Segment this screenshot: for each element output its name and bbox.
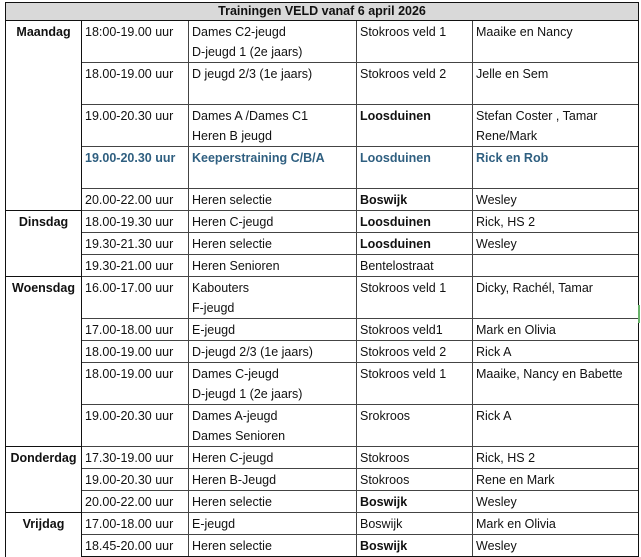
location-cell[interactable] bbox=[357, 363, 473, 405]
group-text: Heren selectie bbox=[192, 539, 272, 553]
trainer-cell[interactable] bbox=[473, 277, 639, 319]
location-cell[interactable] bbox=[357, 277, 473, 319]
table-row bbox=[6, 105, 639, 147]
group-cell[interactable] bbox=[189, 189, 357, 211]
trainer-text: Jelle en Sem bbox=[476, 67, 549, 81]
time-text: 17.30-19.00 uur bbox=[85, 451, 174, 465]
group-text: Heren B jeugd bbox=[192, 129, 272, 143]
time-text: 17.00-18.00 uur bbox=[85, 323, 174, 337]
location-text: Boswijk bbox=[360, 539, 408, 553]
group-cell[interactable] bbox=[189, 63, 357, 105]
time-text: 16.00-17.00 uur bbox=[85, 281, 174, 295]
trainer-cell[interactable] bbox=[473, 319, 639, 341]
group-cell[interactable] bbox=[189, 341, 357, 363]
time-cell[interactable] bbox=[82, 147, 189, 189]
trainer-cell[interactable] bbox=[473, 491, 639, 513]
table-row bbox=[6, 63, 639, 105]
time-text bbox=[85, 84, 185, 104]
trainer-cell[interactable] bbox=[473, 363, 639, 405]
table-title: Trainingen VELD vanaf 6 april 2026 bbox=[6, 3, 639, 21]
group-cell[interactable] bbox=[189, 319, 357, 341]
time-cell[interactable] bbox=[82, 535, 189, 557]
trainer-cell[interactable] bbox=[473, 341, 639, 363]
group-text: Heren selectie bbox=[192, 193, 272, 207]
time-cell[interactable] bbox=[82, 63, 189, 105]
trainer-text: Rick en Rob bbox=[476, 151, 549, 165]
location-text: Loosduinen bbox=[360, 237, 431, 251]
title-row bbox=[6, 3, 639, 21]
time-text bbox=[85, 298, 185, 318]
group-cell[interactable] bbox=[189, 405, 357, 447]
time-cell[interactable] bbox=[82, 491, 189, 513]
location-cell[interactable] bbox=[357, 405, 473, 447]
trainer-cell[interactable] bbox=[473, 211, 639, 233]
trainer-cell[interactable] bbox=[473, 405, 639, 447]
group-text: Heren C-jeugd bbox=[192, 215, 274, 229]
trainer-text: Wesley bbox=[476, 193, 517, 207]
group-text: Heren C-jeugd bbox=[192, 451, 274, 465]
location-text: Loosduinen bbox=[360, 215, 431, 229]
schedule-sheet bbox=[5, 2, 638, 557]
location-cell[interactable] bbox=[357, 341, 473, 363]
trainer-cell[interactable] bbox=[473, 513, 639, 535]
time-text: 18:00-19.00 uur bbox=[85, 25, 174, 39]
group-text: D jeugd 2/3 (1e jaars) bbox=[192, 67, 313, 81]
trainer-text: Mark en Olivia bbox=[476, 517, 556, 531]
trainer-cell[interactable] bbox=[473, 21, 639, 63]
time-cell[interactable] bbox=[82, 319, 189, 341]
location-text: Srokroos bbox=[360, 409, 411, 423]
group-text: E-jeugd bbox=[192, 323, 236, 337]
day-cell[interactable]: Dinsdag bbox=[6, 211, 82, 277]
group-text: Keeperstraining C/B/A bbox=[192, 151, 325, 165]
trainer-text bbox=[476, 256, 635, 276]
table-row bbox=[6, 211, 639, 233]
trainer-text: Dicky, Rachél, Tamar bbox=[476, 281, 593, 295]
trainer-text: Rick, HS 2 bbox=[476, 451, 536, 465]
table-row bbox=[6, 147, 639, 189]
table-row bbox=[6, 491, 639, 513]
trainer-text: Rick, HS 2 bbox=[476, 215, 536, 229]
time-cell[interactable] bbox=[82, 405, 189, 447]
time-cell[interactable] bbox=[82, 255, 189, 277]
time-text: 19.00-20.30 uur bbox=[85, 151, 176, 165]
time-text bbox=[85, 426, 185, 446]
location-cell[interactable] bbox=[357, 513, 473, 535]
time-text: 19.30-21.00 uur bbox=[85, 259, 174, 273]
trainer-text: Rick A bbox=[476, 345, 512, 359]
trainer-cell[interactable] bbox=[473, 255, 639, 277]
time-cell[interactable] bbox=[82, 105, 189, 147]
location-text: Boswijk bbox=[360, 517, 403, 531]
table-row bbox=[6, 405, 639, 447]
trainer-cell[interactable] bbox=[473, 233, 639, 255]
time-text bbox=[85, 126, 185, 146]
location-cell[interactable] bbox=[357, 147, 473, 189]
location-text: Stokroos veld 1 bbox=[360, 25, 447, 39]
day-cell[interactable]: Maandag bbox=[6, 21, 82, 211]
time-cell[interactable] bbox=[82, 233, 189, 255]
table-row bbox=[6, 21, 639, 63]
table-row bbox=[6, 233, 639, 255]
group-text: D-jeugd 1 (2e jaars) bbox=[192, 45, 303, 59]
group-text: D-jeugd 2/3 (1e jaars) bbox=[192, 345, 313, 359]
time-cell[interactable] bbox=[82, 469, 189, 491]
trainer-cell[interactable] bbox=[473, 447, 639, 469]
location-cell[interactable] bbox=[357, 535, 473, 557]
group-text: Heren selectie bbox=[192, 495, 272, 509]
trainer-text: Maaike, Nancy en Babette bbox=[476, 367, 623, 381]
group-cell[interactable] bbox=[189, 535, 357, 557]
location-cell[interactable] bbox=[357, 491, 473, 513]
location-text: Stokroos bbox=[360, 473, 410, 487]
time-text: 18.00-19.00 uur bbox=[85, 345, 174, 359]
day-cell[interactable]: Donderdag bbox=[6, 447, 82, 513]
table-row bbox=[6, 447, 639, 469]
location-cell[interactable] bbox=[357, 255, 473, 277]
group-text: Dames A /Dames C1 bbox=[192, 109, 309, 123]
trainer-text: Rene en Mark bbox=[476, 473, 555, 487]
time-text bbox=[85, 42, 185, 62]
table-row bbox=[6, 469, 639, 491]
time-text bbox=[85, 168, 185, 188]
table-row bbox=[6, 277, 639, 319]
cell-selection-edge bbox=[638, 305, 640, 323]
time-cell[interactable] bbox=[82, 277, 189, 319]
time-text: 20.00-22.00 uur bbox=[85, 495, 174, 509]
trainer-cell[interactable] bbox=[473, 469, 639, 491]
location-text: Stokroos veld 1 bbox=[360, 281, 447, 295]
group-text: F-jeugd bbox=[192, 301, 235, 315]
day-cell[interactable]: Woensdag bbox=[6, 277, 82, 447]
time-cell[interactable] bbox=[82, 211, 189, 233]
location-text: Boswijk bbox=[360, 193, 408, 207]
group-text: Heren B-Jeugd bbox=[192, 473, 277, 487]
table-row bbox=[6, 535, 639, 557]
group-text: Dames C-jeugd bbox=[192, 367, 279, 381]
group-cell[interactable] bbox=[189, 147, 357, 189]
trainer-cell[interactable] bbox=[473, 535, 639, 557]
group-cell[interactable] bbox=[189, 491, 357, 513]
location-text: Bentelostraat bbox=[360, 259, 434, 273]
location-cell[interactable] bbox=[357, 469, 473, 491]
trainer-text: Wesley bbox=[476, 237, 517, 251]
time-text: 19.00-20.30 uur bbox=[85, 409, 174, 423]
group-cell[interactable] bbox=[189, 255, 357, 277]
table-row bbox=[6, 363, 639, 405]
trainer-cell[interactable] bbox=[473, 147, 639, 189]
group-cell[interactable] bbox=[189, 277, 357, 319]
group-cell[interactable] bbox=[189, 469, 357, 491]
trainer-text: Maaike en Nancy bbox=[476, 25, 573, 39]
trainer-text: Rick A bbox=[476, 409, 512, 423]
location-text: Stokroos bbox=[360, 451, 410, 465]
time-cell[interactable] bbox=[82, 363, 189, 405]
trainer-text: Mark en Olivia bbox=[476, 323, 556, 337]
group-cell[interactable] bbox=[189, 211, 357, 233]
group-text: Heren selectie bbox=[192, 237, 272, 251]
time-cell[interactable] bbox=[82, 513, 189, 535]
table-row bbox=[6, 189, 639, 211]
location-cell[interactable] bbox=[357, 233, 473, 255]
group-text: Kabouters bbox=[192, 281, 249, 295]
time-cell[interactable] bbox=[82, 341, 189, 363]
group-text bbox=[192, 168, 353, 188]
location-text: Loosduinen bbox=[360, 151, 431, 165]
time-text: 19.00-20.30 uur bbox=[85, 473, 174, 487]
trainer-cell[interactable] bbox=[473, 63, 639, 105]
group-text: Dames C2-jeugd bbox=[192, 25, 286, 39]
location-cell[interactable] bbox=[357, 189, 473, 211]
group-cell[interactable] bbox=[189, 105, 357, 147]
location-text: Boswijk bbox=[360, 495, 408, 509]
time-text: 20.00-22.00 uur bbox=[85, 193, 174, 207]
table-row bbox=[6, 513, 639, 535]
location-cell[interactable] bbox=[357, 211, 473, 233]
location-text: Stokroos veld 1 bbox=[360, 367, 447, 381]
group-text: Dames Senioren bbox=[192, 429, 286, 443]
group-text: E-jeugd bbox=[192, 517, 236, 531]
location-text: Stokroos veld 2 bbox=[360, 67, 447, 81]
trainer-text: Wesley bbox=[476, 539, 517, 553]
group-cell[interactable] bbox=[189, 21, 357, 63]
location-text: Loosduinen bbox=[360, 109, 431, 123]
location-cell[interactable] bbox=[357, 63, 473, 105]
group-cell[interactable] bbox=[189, 363, 357, 405]
table-row bbox=[6, 319, 639, 341]
trainer-cell[interactable] bbox=[473, 189, 639, 211]
group-cell[interactable] bbox=[189, 233, 357, 255]
time-text: 19.00-20.30 uur bbox=[85, 109, 174, 123]
time-text bbox=[85, 384, 185, 404]
trainer-cell[interactable] bbox=[473, 105, 639, 147]
group-text: Heren Senioren bbox=[192, 259, 280, 273]
time-text: 18.45-20.00 uur bbox=[85, 539, 174, 553]
time-text: 18.00-19.00 uur bbox=[85, 367, 174, 381]
group-text: Dames A-jeugd bbox=[192, 409, 278, 423]
location-text: Stokroos veld 2 bbox=[360, 345, 447, 359]
time-text: 19.30-21.30 uur bbox=[85, 237, 174, 251]
table-row bbox=[6, 255, 639, 277]
location-cell[interactable] bbox=[357, 21, 473, 63]
trainer-text: Wesley bbox=[476, 495, 517, 509]
time-text: 18.00-19.30 uur bbox=[85, 215, 174, 229]
location-cell[interactable] bbox=[357, 105, 473, 147]
location-text: Stokroos veld1 bbox=[360, 323, 443, 337]
time-text: 17.00-18.00 uur bbox=[85, 517, 174, 531]
trainer-text: Stefan Coster , Tamar bbox=[476, 109, 598, 123]
location-cell[interactable] bbox=[357, 447, 473, 469]
group-text bbox=[192, 84, 353, 104]
time-cell[interactable] bbox=[82, 21, 189, 63]
table-row bbox=[6, 341, 639, 363]
group-cell[interactable] bbox=[189, 447, 357, 469]
time-cell[interactable] bbox=[82, 189, 189, 211]
day-cell[interactable]: Vrijdag bbox=[6, 513, 82, 557]
time-text: 18.00-19.00 uur bbox=[85, 67, 174, 81]
group-text: D-jeugd 1 (2e jaars) bbox=[192, 387, 303, 401]
trainer-text: Rene/Mark bbox=[476, 129, 538, 143]
group-cell[interactable] bbox=[189, 513, 357, 535]
time-cell[interactable] bbox=[82, 447, 189, 469]
training-schedule-table bbox=[5, 2, 639, 557]
location-cell[interactable] bbox=[357, 319, 473, 341]
